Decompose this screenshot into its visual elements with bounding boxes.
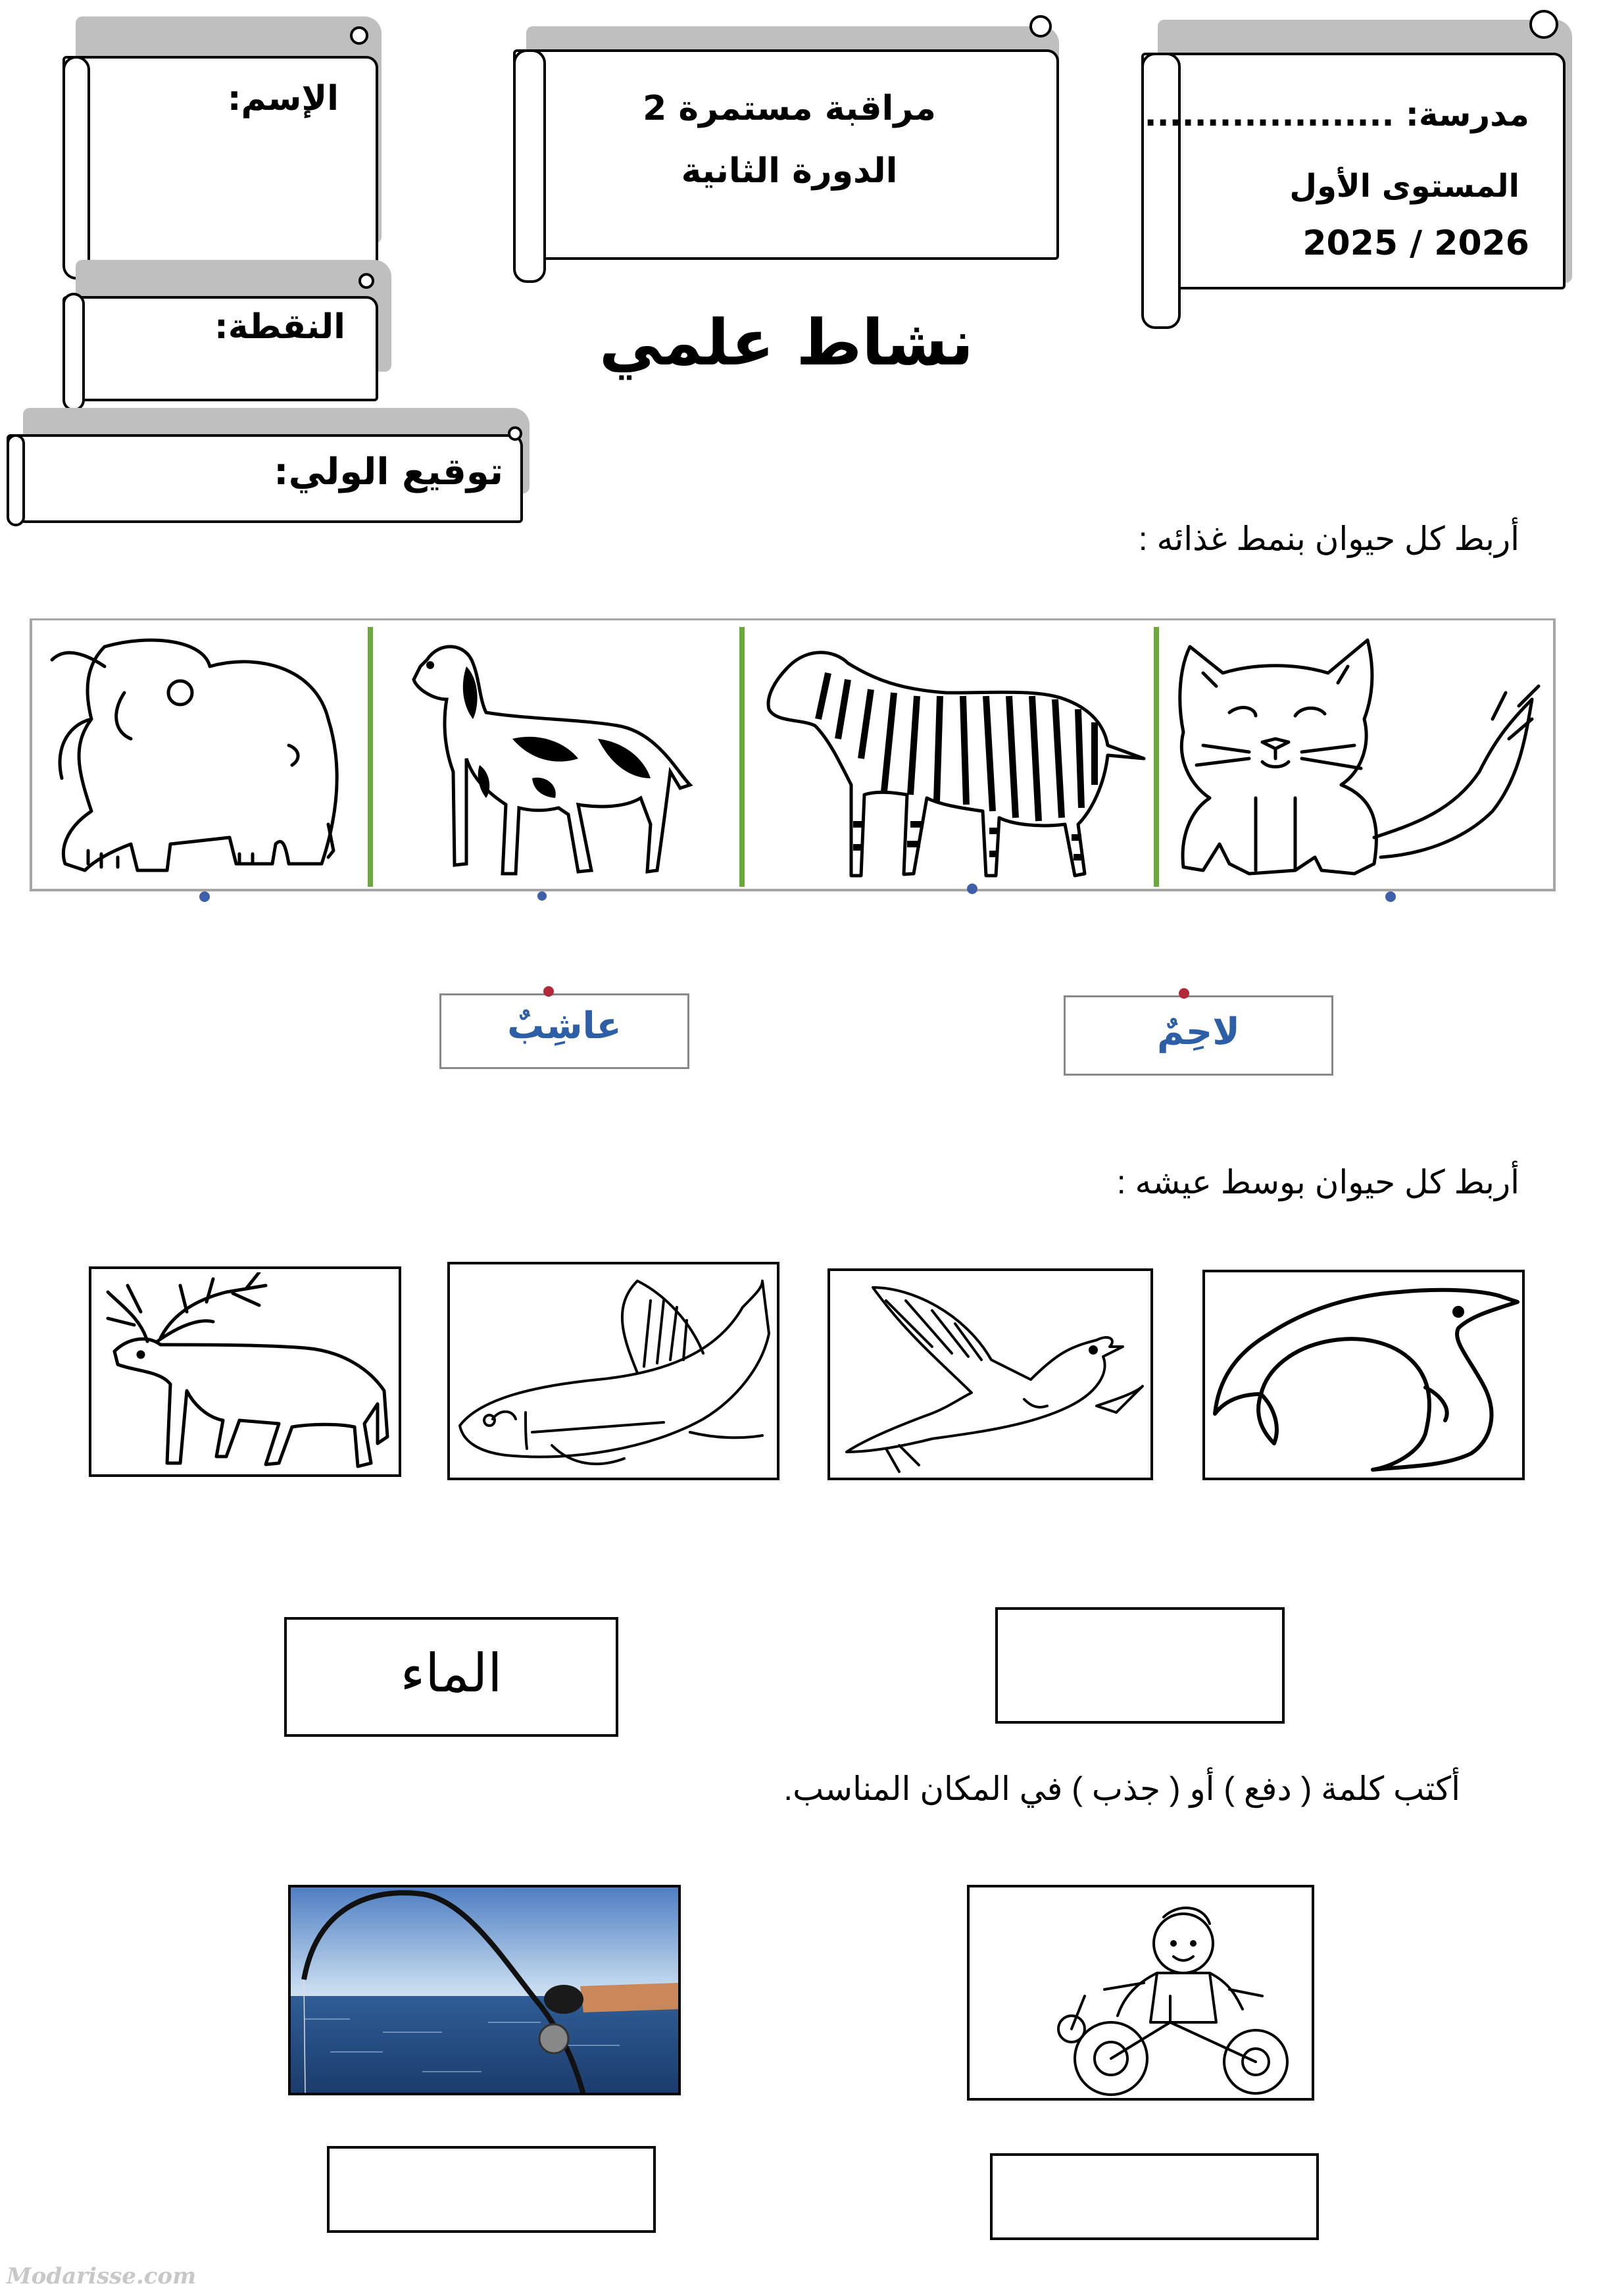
dolphin-icon (1208, 1276, 1521, 1476)
grade-label: النقطة: (214, 307, 345, 347)
bird-icon (833, 1274, 1149, 1478)
deer-card (89, 1266, 401, 1477)
habitat-water-label: الماء (400, 1643, 503, 1704)
exercise1-animal-strip (30, 618, 1556, 891)
fish-icon (453, 1268, 776, 1478)
fish-card (447, 1262, 779, 1480)
subject-title: نشاط علمي (599, 306, 974, 380)
connect-dot[interactable] (1385, 891, 1396, 902)
habitat-answer-box[interactable] (995, 1607, 1285, 1724)
push-pull-answer-box[interactable] (327, 2146, 656, 2233)
exam-title: مراقبة مستمرة 2 (643, 89, 936, 128)
fishing-card (288, 1885, 681, 2095)
exam-scroll (513, 10, 1066, 283)
school-label: مدرسة: .................... (1144, 95, 1529, 134)
elephant-icon (39, 627, 361, 887)
parent-signature-label: توقيع الولي: (274, 451, 503, 493)
name-label: الإسم: (227, 79, 339, 118)
dog-icon (381, 627, 733, 887)
connect-dot[interactable] (543, 986, 554, 997)
level-text: المستوى الأول (1289, 168, 1519, 205)
dolphin-card (1202, 1270, 1525, 1480)
herbivore-choice[interactable] (439, 993, 689, 1069)
fishing-rod-icon (291, 1887, 679, 2095)
divider (739, 627, 745, 887)
cat-icon (1164, 627, 1552, 887)
connect-dot[interactable] (537, 891, 547, 901)
bird-card (827, 1268, 1153, 1480)
carnivore-label: لاحِمٌ (1157, 1011, 1240, 1053)
connect-dot[interactable] (967, 884, 977, 894)
divider (368, 627, 373, 887)
connect-dot[interactable] (199, 891, 210, 902)
exercise1-instruction: أربط كل حيوان بنمط غذائه : (1138, 520, 1519, 557)
exercise2-instruction: أربط كل حيوان بوسط عيشه : (1116, 1164, 1519, 1201)
herbivore-label: عاشِبٌ (507, 1005, 622, 1047)
school-year: 2026 / 2025 (1302, 224, 1529, 263)
grade-scroll (62, 260, 395, 411)
carnivore-choice[interactable] (1064, 995, 1333, 1076)
habitat-answer-box[interactable] (284, 1617, 618, 1737)
exercise3-instruction: أكتب كلمة ( دفع ) أو ( جذب ) في المكان المناسب. (783, 1770, 1460, 1807)
deer-icon (95, 1272, 397, 1473)
signature-scroll (7, 408, 533, 526)
child-tricycle-icon (973, 1891, 1312, 2098)
divider (1154, 627, 1159, 887)
connect-dot[interactable] (1179, 988, 1189, 999)
tricycle-card (967, 1885, 1314, 2101)
school-scroll (1141, 3, 1575, 332)
push-pull-answer-box[interactable] (990, 2153, 1319, 2240)
name-scroll (62, 16, 385, 280)
watermark: Modarisse.com (7, 2263, 197, 2289)
zebra-icon (749, 627, 1150, 887)
exam-session: الدورة الثانية (681, 151, 898, 191)
